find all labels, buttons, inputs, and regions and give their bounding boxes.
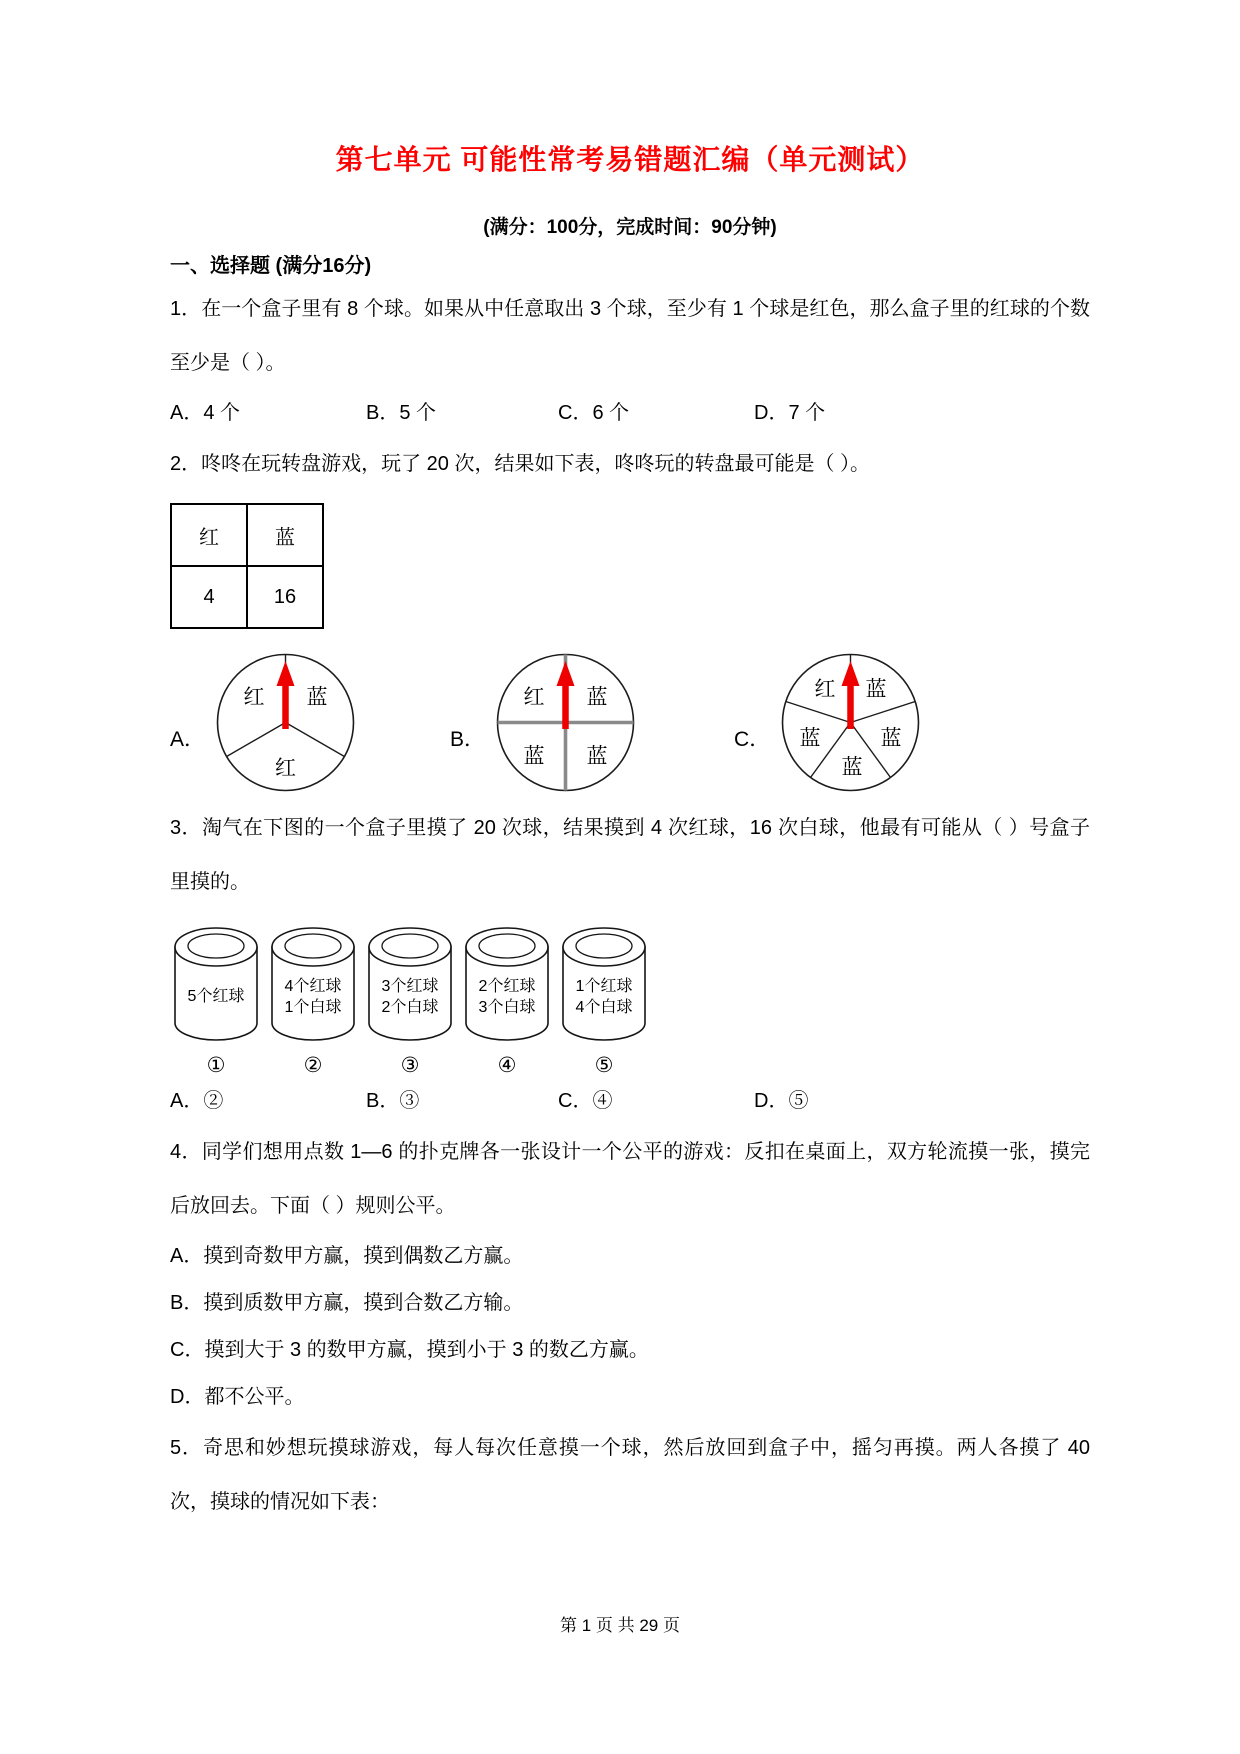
- q3-option-c: C．④: [558, 1090, 613, 1112]
- spinner-b-section-blue-br: 蓝: [586, 745, 608, 768]
- q3-option-a: A．②: [170, 1090, 224, 1112]
- box-figure-5: [558, 921, 650, 1078]
- question-5-text: 5．奇思和妙想玩摸球游戏，每人每次任意摸一个球，然后放回到盒子中，摇匀再摸。两人各摸了 40 次，摸球的情况如下表：: [170, 1437, 1090, 1513]
- question-3-options: [170, 1084, 1090, 1113]
- spinner-c-section-blue-bottom: 蓝: [841, 756, 863, 779]
- spinner-c-section-blue-left: 蓝: [799, 727, 821, 750]
- spinner-c-label: C．: [734, 728, 771, 751]
- box-2-cylinder: [267, 921, 359, 1045]
- table-cell-red-count: 4: [171, 566, 247, 628]
- q4-option-b: B．摸到质数甲方赢，摸到合数乙方输。: [170, 1292, 524, 1314]
- box-5-cylinder: [558, 921, 650, 1045]
- box-figure-3: [364, 921, 456, 1078]
- box-1-number: ①: [206, 1054, 226, 1077]
- spinner-c-figure: [778, 650, 923, 795]
- q2-spinner-figures: [170, 643, 1090, 795]
- spinner-a-section-red-left: 红: [243, 686, 265, 709]
- question-2-text: 2．咚咚在玩转盘游戏，玩了 20 次，结果如下表，咚咚玩的转盘最可能是（ ）。: [170, 453, 871, 475]
- box-4-contents-line2: 3个白球: [478, 999, 536, 1016]
- box-1-cylinder: [170, 921, 262, 1045]
- table-cell-red-header: 红: [171, 504, 247, 566]
- spinner-c-section-blue-right: 蓝: [880, 727, 902, 750]
- box-2-contents-line2: 1个白球: [284, 999, 342, 1016]
- box-figure-1: [170, 921, 262, 1078]
- q3-box-figures: [170, 921, 1090, 1078]
- q1-option-c: C．6 个: [558, 402, 630, 424]
- question-1-options: [170, 396, 1090, 425]
- q1-option-b: B．5 个: [366, 402, 437, 424]
- q4-option-a: A．摸到奇数甲方赢，摸到偶数乙方赢。: [170, 1245, 524, 1267]
- question-4-text: 4．同学们想用点数 1—6 的扑克牌各一张设计一个公平的游戏：反扣在桌面上，双方轮流摸一张，摸完后放回去。下面（ ）规则公平。: [170, 1141, 1090, 1217]
- q2-result-table: [170, 503, 324, 629]
- spinner-b-section-blue-tr: 蓝: [586, 686, 608, 709]
- box-4-number: ④: [497, 1054, 517, 1077]
- box-5-number: ⑤: [594, 1054, 614, 1077]
- q4-option-d: D．都不公平。: [170, 1386, 305, 1408]
- question-3-text: 3．淘气在下图的一个盒子里摸了 20 次球，结果摸到 4 次红球，16 次白球，他最有可能从（ ）号盒子里摸的。: [170, 817, 1090, 893]
- question-1-text: 1．在一个盒子里有 8 个球。如果从中任意取出 3 个球，至少有 1 个球是红色，那么盒子里的红球的个数至少是（ ）。: [170, 298, 1090, 374]
- section-heading-choice: 一、选择题 (满分16分): [170, 255, 372, 277]
- q3-option-d: D．⑤: [754, 1090, 809, 1112]
- box-4-cylinder: [461, 921, 553, 1045]
- box-2-contents-line1: 4个红球: [284, 978, 342, 995]
- box-figure-2: [267, 921, 359, 1078]
- box-5-contents-line1: 1个红球: [575, 978, 633, 995]
- spinner-b-section-red-tl: 红: [523, 686, 545, 709]
- spinner-a-section-blue-right: 蓝: [306, 686, 328, 709]
- spinner-a-section-red-bottom: 红: [275, 757, 297, 780]
- spinner-b-figure: [493, 650, 638, 795]
- box-figure-4: [461, 921, 553, 1078]
- box-3-cylinder: [364, 921, 456, 1045]
- q1-option-a: A．4 个: [170, 402, 241, 424]
- page-title: 第七单元 可能性常考易错题汇编（单元测试）: [335, 144, 925, 175]
- box-4-contents-line1: 2个红球: [478, 978, 536, 995]
- table-cell-blue-count: 16: [247, 566, 323, 628]
- box-3-number: ③: [400, 1054, 420, 1077]
- spinner-a-figure: [213, 650, 358, 795]
- q4-option-c: C．摸到大于 3 的数甲方赢，摸到小于 3 的数乙方赢。: [170, 1339, 649, 1361]
- spinner-c-section-blue-tr: 蓝: [865, 678, 887, 701]
- q1-option-d: D．7 个: [754, 402, 826, 424]
- spinner-c-section-red-tl: 红: [814, 678, 836, 701]
- box-2-number: ②: [303, 1054, 323, 1077]
- table-value-row: [171, 566, 323, 628]
- box-3-contents-line1: 3个红球: [381, 978, 439, 995]
- page-number-footer: 第 1 页 共 29 页: [560, 1616, 680, 1635]
- question-4-options: [170, 1233, 1090, 1421]
- spinner-b-label: B．: [450, 728, 486, 751]
- spinner-option-b: [450, 650, 638, 795]
- q3-option-b: B．③: [366, 1090, 420, 1112]
- spinner-a-label: A．: [170, 728, 206, 751]
- spinner-option-a: [170, 650, 358, 795]
- page-subtitle: (满分：100分，完成时间：90分钟): [483, 217, 777, 238]
- box-5-contents-line2: 4个白球: [575, 999, 633, 1016]
- table-header-row: [171, 504, 323, 566]
- spinner-b-section-blue-bl: 蓝: [523, 745, 545, 768]
- table-cell-blue-header: 蓝: [247, 504, 323, 566]
- spinner-option-c: [734, 650, 923, 795]
- box-1-contents: 5个红球: [187, 988, 245, 1005]
- box-3-contents-line2: 2个白球: [381, 999, 439, 1016]
